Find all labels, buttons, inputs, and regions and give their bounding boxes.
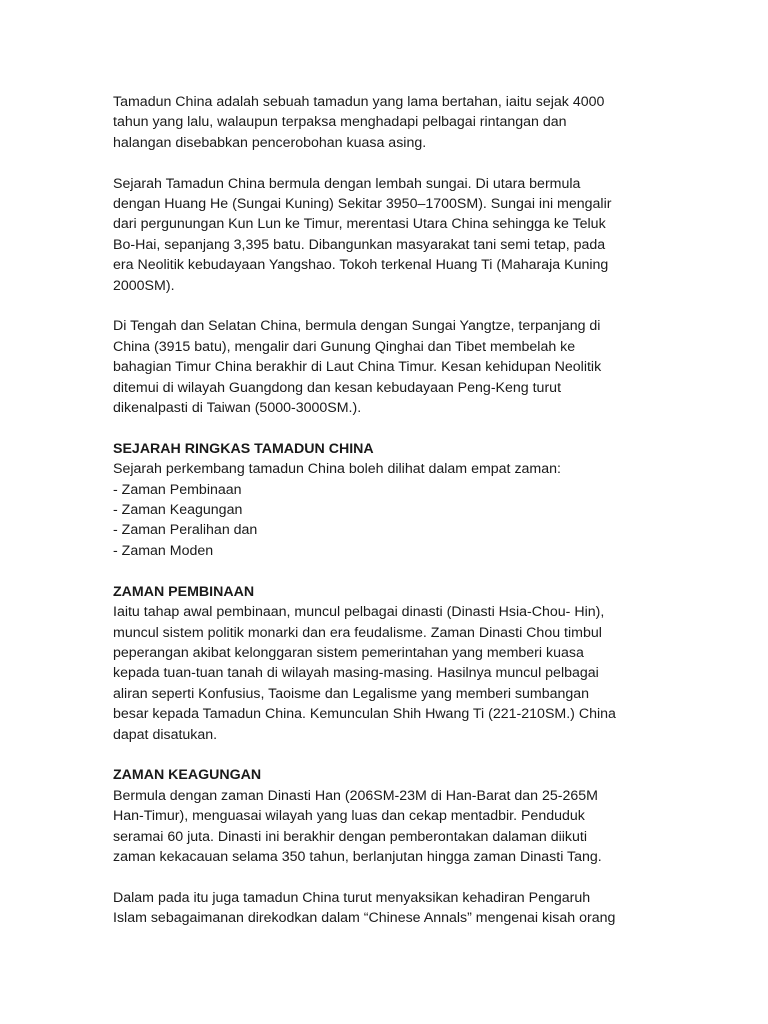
list-item: - Zaman Moden <box>113 542 214 559</box>
intro-paragraph-2: Sejarah Tamadun China bermula dengan lembah sungai. Di utara bermula dengan Huang He (Sungai Kuning) Sekitar 3950–1700SM). Sungai ini mengalir dari pergunungan Kun Lun ke Timur, merentasi Utara China sehingga ke Teluk Bo-Hai, sepanjang 3,395 batu. Dibangunkan masyarakat tani semi tetap, pada era Neolitik kebudayaan Yangshao. Tokoh terkenal Huang Ti (Maharaja Kuning 2000SM). <box>113 175 612 294</box>
pembinaan-section <box>113 582 658 745</box>
intro-paragraph-3: Di Tengah dan Selatan China, bermula dengan Sungai Yangtze, terpanjang di China (3915 batu), mengalir dari Gunung Qinghai dan Tibet membelah ke bahagian Timur China berakhir di Laut China Timur. Kesan kehidupan Neolitik ditemui di wilayah Guangdong dan kesan kebudayaan Peng-Keng turut dikenalpasti di Taiwan (5000-3000SM.). <box>113 318 602 417</box>
keagungan-section <box>113 765 658 867</box>
keagungan-text: Bermula dengan zaman Dinasti Han (206SM-23M di Han-Barat dan 25-265M Han-Timur), menguasai wilayah yang luas dan cekap mentadbir. Penduduk seramai 60 juta. Dinasti ini berakhir dengan pemberontakan dalaman diikuti zaman kekacauan selama 350 tahun, berlanjutan hingga zaman Dinasti Tang. <box>113 787 602 865</box>
list-item: - Zaman Keagungan <box>113 502 243 519</box>
document-page <box>113 92 658 949</box>
pembinaan-heading: ZAMAN PEMBINAAN <box>113 583 255 600</box>
era-list <box>113 480 658 562</box>
closing-paragraph: Dalam pada itu juga tamadun China turut menyaksikan kehadiran Pengaruh Islam sebagaimanan direkodkan dalam “Chinese Annals” mengenai kisah orang <box>113 889 616 927</box>
list-item: - Zaman Peralihan dan <box>113 522 258 539</box>
sejarah-section <box>113 439 658 561</box>
sejarah-heading: SEJARAH RINGKAS TAMADUN CHINA <box>113 440 374 457</box>
sejarah-intro: Sejarah perkembang tamadun China boleh dilihat dalam empat zaman: <box>113 461 561 478</box>
intro-paragraph-1: Tamadun China adalah sebuah tamadun yang lama bertahan, iaitu sejak 4000 tahun yang lalu, walaupun terpaksa menghadapi pelbagai rintangan dan halangan disebabkan pencerobohan kuasa asing. <box>113 94 605 151</box>
list-item: - Zaman Pembinaan <box>113 481 242 498</box>
pembinaan-text: Iaitu tahap awal pembinaan, muncul pelbagai dinasti (Dinasti Hsia-Chou- Hin), muncul sistem politik monarki dan era feudalisme. Zaman Dinasti Chou timbul peperangan akibat kelonggaran sistem pemerintahan yang memberi kuasa kepada tuan-tuan tanah di wilayah masing-masing. Hasilnya muncul pelbagai aliran seperti Konfusius, Taoisme dan Legalisme yang memberi sumbangan besar kepada Tamadun China. Kemunculan Shih Hwang Ti (221-210SM.) China dapat disatukan. <box>113 604 616 743</box>
keagungan-heading: ZAMAN KEAGUNGAN <box>113 767 262 784</box>
